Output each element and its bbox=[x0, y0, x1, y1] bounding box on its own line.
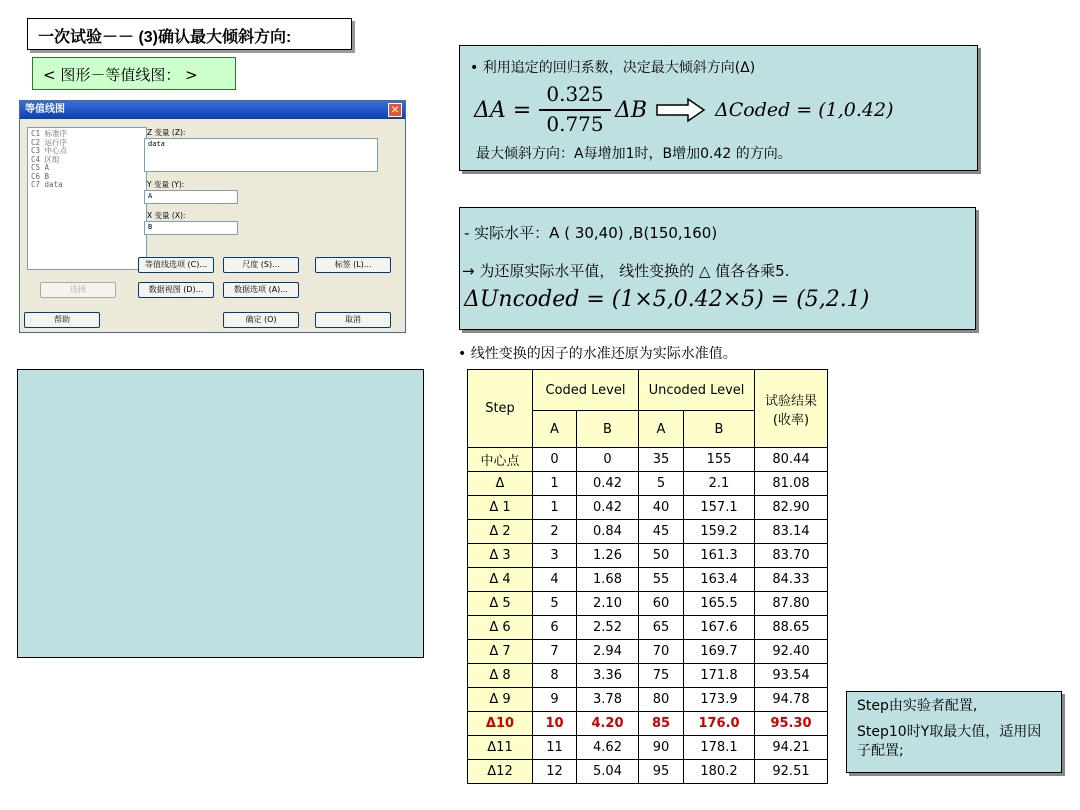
empty-panel bbox=[17, 369, 424, 658]
uncoded-a-cell: 80 bbox=[639, 688, 684, 712]
coded-a-cell: 1 bbox=[533, 472, 577, 496]
contour-options-button[interactable]: 等值线选项 (C)... bbox=[138, 257, 214, 273]
coded-a-cell: 3 bbox=[533, 544, 577, 568]
coded-b-cell: 2.52 bbox=[577, 616, 639, 640]
slide-title: 一次试验－－ (3)确认最大倾斜方向: bbox=[27, 18, 352, 50]
uncoded-b-cell: 176.0 bbox=[684, 712, 755, 736]
uncoded-a-cell: 70 bbox=[639, 640, 684, 664]
coded-b-cell: 1.26 bbox=[577, 544, 639, 568]
coded-a-cell: 7 bbox=[533, 640, 577, 664]
variable-list-item[interactable]: C1 标准序 bbox=[31, 129, 68, 138]
uncoded-a-cell: 90 bbox=[639, 736, 684, 760]
uncoded-b-cell: 180.2 bbox=[684, 760, 755, 784]
result-cell: 95.30 bbox=[755, 712, 828, 736]
step-cell: Δ 8 bbox=[468, 664, 533, 688]
result-cell: 94.78 bbox=[755, 688, 828, 712]
coded-b-cell: 0.84 bbox=[577, 520, 639, 544]
result-cell: 80.44 bbox=[755, 448, 828, 472]
labels-button[interactable]: 标签 (L)... bbox=[315, 257, 391, 273]
actual-level-text: - 实际水平：A ( 30,40) ,B(150,160) bbox=[464, 224, 718, 242]
result-cell: 83.14 bbox=[755, 520, 828, 544]
steepest-direction-box bbox=[459, 45, 978, 171]
y-variable-input[interactable]: A bbox=[144, 190, 238, 204]
coded-equation: ΔCoded = (1,0.42) bbox=[715, 99, 894, 121]
equation-numerator: 0.325 bbox=[546, 82, 604, 106]
box1-note: 最大倾斜方向：A每增加1时，B增加0.42 的方向。 bbox=[476, 146, 792, 162]
coded-a-cell: 2 bbox=[533, 520, 577, 544]
slide-subtitle: < 图形－等值线图： > bbox=[32, 57, 236, 90]
table-row bbox=[468, 592, 828, 616]
x-variable-label: X 变量 (X): bbox=[147, 211, 186, 220]
step-cell: Δ 1 bbox=[468, 496, 533, 520]
z-variable-label: Z 变量 (Z): bbox=[147, 128, 186, 137]
cancel-button[interactable]: 取消 bbox=[315, 312, 391, 328]
header-uncoded-a: A bbox=[639, 411, 684, 448]
coded-a-cell: 4 bbox=[533, 568, 577, 592]
step-note bbox=[846, 691, 1062, 773]
step-cell: Δ bbox=[468, 472, 533, 496]
coded-b-cell: 2.94 bbox=[577, 640, 639, 664]
ok-button[interactable]: 确定 (O) bbox=[223, 312, 299, 328]
table-row bbox=[468, 520, 828, 544]
step-cell: Δ 6 bbox=[468, 616, 533, 640]
variable-list-item[interactable]: C3 中心点 bbox=[31, 146, 68, 155]
step-note-line2: Step10时Y取最大值，适用因子配置; bbox=[857, 724, 1042, 759]
step-note-line1: Step由实验者配置, bbox=[857, 698, 978, 714]
result-cell: 81.08 bbox=[755, 472, 828, 496]
coded-b-cell: 0 bbox=[577, 448, 639, 472]
variable-list[interactable] bbox=[27, 127, 147, 270]
coded-b-cell: 1.68 bbox=[577, 568, 639, 592]
scale-button[interactable]: 尺度 (S)... bbox=[223, 257, 299, 273]
result-cell: 88.65 bbox=[755, 616, 828, 640]
uncoded-b-cell: 159.2 bbox=[684, 520, 755, 544]
table-row bbox=[468, 640, 828, 664]
result-cell: 92.40 bbox=[755, 640, 828, 664]
result-cell: 93.54 bbox=[755, 664, 828, 688]
step-cell: Δ11 bbox=[468, 736, 533, 760]
coded-b-cell: 4.62 bbox=[577, 736, 639, 760]
header-result-unit: (收率) bbox=[772, 412, 810, 428]
data-view-button[interactable]: 数据视图 (D)... bbox=[138, 282, 214, 298]
step-cell: Δ 7 bbox=[468, 640, 533, 664]
box1-bullet: • 利用追定的回归系数，决定最大倾斜方向(Δ) bbox=[470, 60, 756, 76]
result-cell: 87.80 bbox=[755, 592, 828, 616]
uncoded-b-cell: 155 bbox=[684, 448, 755, 472]
arrow-right-icon bbox=[656, 97, 706, 123]
uncoded-a-cell: 95 bbox=[639, 760, 684, 784]
data-options-button[interactable]: 数据选项 (A)... bbox=[223, 282, 299, 298]
header-result bbox=[755, 370, 828, 448]
steps-table bbox=[467, 369, 828, 784]
coded-b-cell: 3.36 bbox=[577, 664, 639, 688]
coded-b-cell: 4.20 bbox=[577, 712, 639, 736]
table-row bbox=[468, 712, 828, 736]
header-coded-a: A bbox=[533, 411, 577, 448]
coded-a-cell: 1 bbox=[533, 496, 577, 520]
result-cell: 83.70 bbox=[755, 544, 828, 568]
header-result-label: 试验结果 bbox=[764, 393, 817, 409]
coded-a-cell: 5 bbox=[533, 592, 577, 616]
dialog-titlebar: 等值线图 bbox=[20, 101, 405, 119]
header-uncoded-b: B bbox=[684, 411, 755, 448]
coded-b-cell: 2.10 bbox=[577, 592, 639, 616]
step-cell: Δ 3 bbox=[468, 544, 533, 568]
step-cell: Δ 4 bbox=[468, 568, 533, 592]
y-variable-label: Y 变量 (Y): bbox=[147, 180, 185, 189]
result-cell: 94.21 bbox=[755, 736, 828, 760]
uncoded-b-cell: 167.6 bbox=[684, 616, 755, 640]
table-row bbox=[468, 472, 828, 496]
coded-b-cell: 0.42 bbox=[577, 496, 639, 520]
table-row bbox=[468, 544, 828, 568]
z-variable-input[interactable]: data bbox=[144, 138, 378, 172]
uncoded-equation: ΔUncoded = (1×5,0.42×5) = (5,2.1) bbox=[464, 287, 870, 312]
step-cell: Δ10 bbox=[468, 712, 533, 736]
table-row bbox=[468, 448, 828, 472]
conversion-text: → 为还原实际水平值， 线性变换的 △ 值各各乘5. bbox=[462, 262, 790, 280]
uncoded-b-cell: 171.8 bbox=[684, 664, 755, 688]
select-button[interactable]: 选择 bbox=[40, 282, 116, 298]
coded-a-cell: 8 bbox=[533, 664, 577, 688]
step-cell: Δ 2 bbox=[468, 520, 533, 544]
uncoded-a-cell: 60 bbox=[639, 592, 684, 616]
variable-list-item[interactable]: C4 区组 bbox=[31, 154, 60, 164]
close-icon[interactable]: ✕ bbox=[388, 103, 402, 117]
variable-list-item[interactable]: C5 A bbox=[31, 163, 50, 172]
coded-a-cell: 11 bbox=[533, 736, 577, 760]
fraction-bar bbox=[539, 109, 611, 111]
uncoded-a-cell: 65 bbox=[639, 616, 684, 640]
coded-b-cell: 0.42 bbox=[577, 472, 639, 496]
uncoded-b-cell: 178.1 bbox=[684, 736, 755, 760]
coded-a-cell: 9 bbox=[533, 688, 577, 712]
uncoded-a-cell: 50 bbox=[639, 544, 684, 568]
help-button[interactable]: 帮助 bbox=[24, 312, 100, 328]
uncoded-b-cell: 163.4 bbox=[684, 568, 755, 592]
uncoded-a-cell: 55 bbox=[639, 568, 684, 592]
steps-table-body bbox=[468, 448, 828, 784]
uncoded-b-cell: 165.5 bbox=[684, 592, 755, 616]
actual-level-box bbox=[459, 207, 976, 330]
step-cell: 中心点 bbox=[468, 448, 533, 472]
result-cell: 92.51 bbox=[755, 760, 828, 784]
equation-lhs: ΔA = bbox=[474, 98, 532, 123]
header-coded-b: B bbox=[577, 411, 639, 448]
step-cell: Δ 5 bbox=[468, 592, 533, 616]
equation-rhs: ΔB bbox=[615, 98, 648, 123]
uncoded-b-cell: 173.9 bbox=[684, 688, 755, 712]
uncoded-a-cell: 40 bbox=[639, 496, 684, 520]
variable-list-item[interactable]: C6 B bbox=[31, 171, 50, 181]
coded-a-cell: 10 bbox=[533, 712, 577, 736]
table-row bbox=[468, 688, 828, 712]
table-row bbox=[468, 760, 828, 784]
table-row bbox=[468, 496, 828, 520]
uncoded-a-cell: 45 bbox=[639, 520, 684, 544]
table-row bbox=[468, 616, 828, 640]
uncoded-b-cell: 169.7 bbox=[684, 640, 755, 664]
uncoded-a-cell: 35 bbox=[639, 448, 684, 472]
table-row bbox=[468, 568, 828, 592]
uncoded-a-cell: 5 bbox=[639, 472, 684, 496]
x-variable-input[interactable]: B bbox=[144, 221, 238, 235]
variable-list-item[interactable]: C7 data bbox=[31, 180, 63, 189]
table-row bbox=[468, 736, 828, 760]
table-row bbox=[468, 664, 828, 688]
coded-b-cell: 3.78 bbox=[577, 688, 639, 712]
coded-a-cell: 6 bbox=[533, 616, 577, 640]
step-cell: Δ 9 bbox=[468, 688, 533, 712]
header-uncoded-level: Uncoded Level bbox=[639, 370, 755, 411]
result-cell: 84.33 bbox=[755, 568, 828, 592]
header-step: Step bbox=[468, 370, 533, 448]
uncoded-b-cell: 161.3 bbox=[684, 544, 755, 568]
uncoded-b-cell: 2.1 bbox=[684, 472, 755, 496]
equation-denominator: 0.775 bbox=[546, 112, 604, 136]
header-coded-level: Coded Level bbox=[533, 370, 639, 411]
table-caption: • 线性变换的因子的水准还原为实际水准值。 bbox=[458, 346, 737, 362]
coded-a-cell: 0 bbox=[533, 448, 577, 472]
uncoded-a-cell: 85 bbox=[639, 712, 684, 736]
uncoded-b-cell: 157.1 bbox=[684, 496, 755, 520]
coded-a-cell: 12 bbox=[533, 760, 577, 784]
uncoded-a-cell: 75 bbox=[639, 664, 684, 688]
contour-dialog bbox=[19, 100, 406, 333]
result-cell: 82.90 bbox=[755, 496, 828, 520]
step-cell: Δ12 bbox=[468, 760, 533, 784]
coded-b-cell: 5.04 bbox=[577, 760, 639, 784]
variable-list-item[interactable]: C2 运行序 bbox=[31, 137, 68, 147]
